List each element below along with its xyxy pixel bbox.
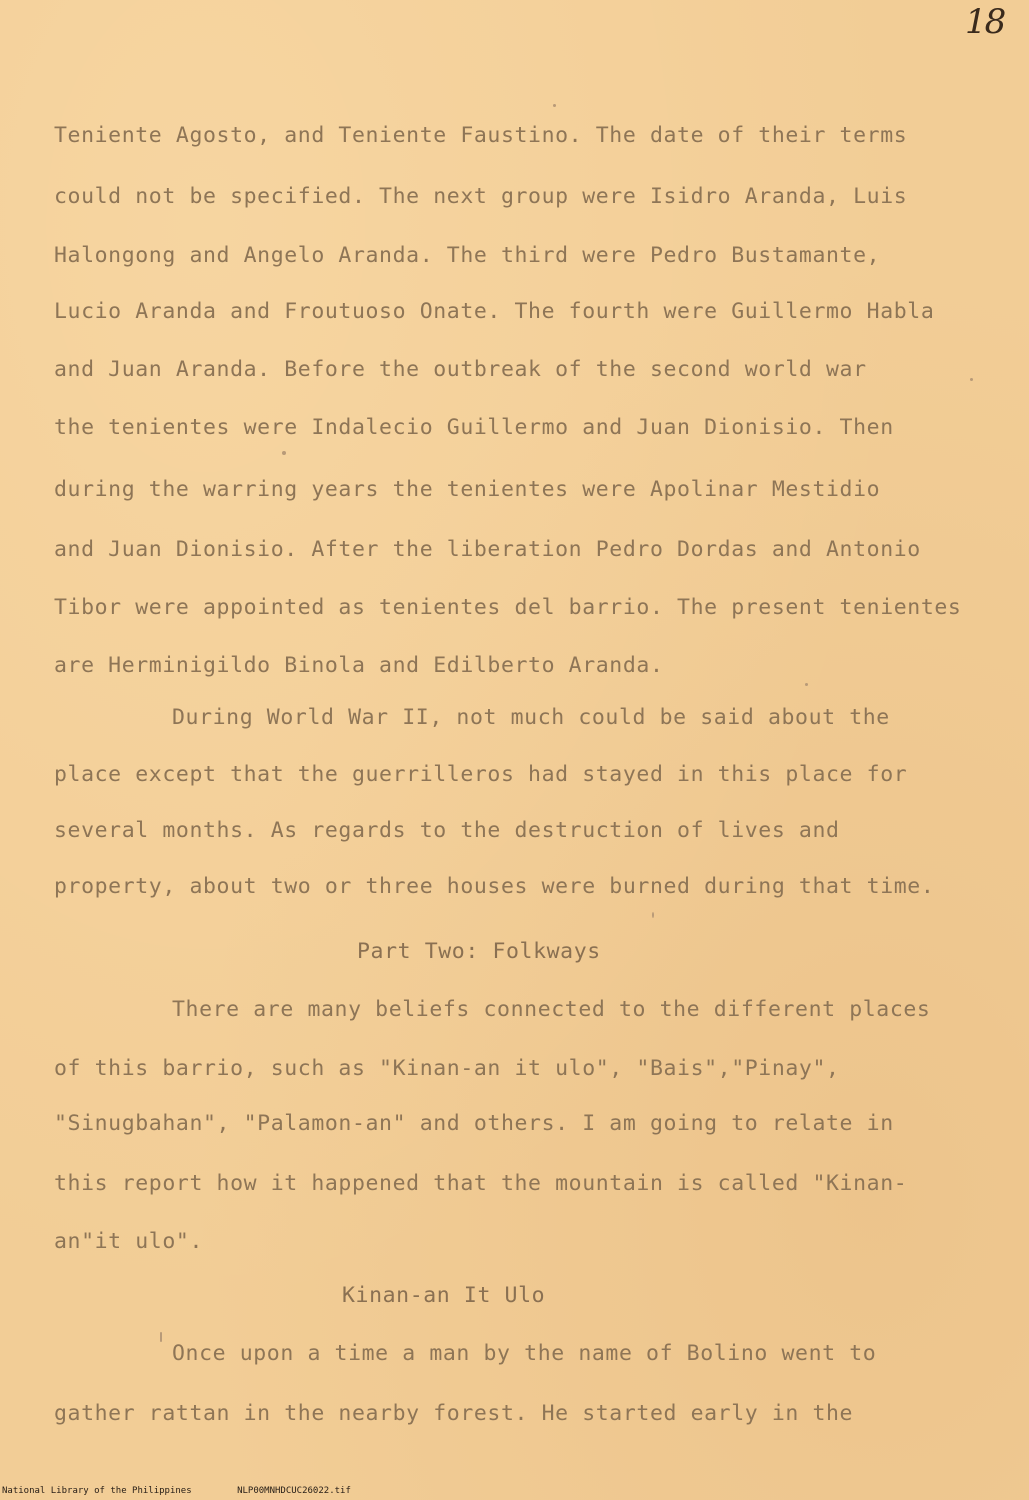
- text-line: Tibor were appointed as tenientes del barrio. The present tenientes: [54, 595, 962, 620]
- scan-footer: [2, 1486, 391, 1496]
- text-line: During World War II, not much could be said about the: [172, 705, 890, 730]
- paper-speck: [970, 378, 973, 381]
- text-line: Once upon a time a man by the name of Bolino went to: [172, 1341, 877, 1366]
- text-line: several months. As regards to the destruction of lives and: [54, 818, 840, 843]
- text-line: of this barrio, such as "Kinan-an it ulo", "Bais","Pinay",: [54, 1056, 840, 1081]
- text-line: the tenientes were Indalecio Guillermo and Juan Dionisio. Then: [54, 415, 894, 440]
- paper-speck: [553, 104, 556, 107]
- text-line: are Herminigildo Binola and Edilberto Aranda.: [54, 653, 664, 678]
- text-line: and Juan Dionisio. After the liberation Pedro Dordas and Antonio: [54, 537, 921, 562]
- footer-filename: NLP00MNHDCUC26022.tif: [237, 1486, 351, 1496]
- page-number: 18: [965, 2, 1005, 42]
- text-line: an"it ulo".: [54, 1229, 203, 1254]
- text-line: Lucio Aranda and Froutuoso Onate. The fourth were Guillermo Habla: [54, 299, 935, 324]
- text-line: this report how it happened that the mountain is called "Kinan-: [54, 1171, 908, 1196]
- section-heading-story: Kinan-an It Ulo: [342, 1283, 546, 1308]
- footer-source: National Library of the Philippines: [2, 1486, 192, 1496]
- text-line: "Sinugbahan", "Palamon-an" and others. I am going to relate in: [54, 1111, 894, 1136]
- paper-speck: [805, 683, 808, 686]
- text-line: property, about two or three houses were burned during that time.: [54, 874, 935, 899]
- text-line: There are many beliefs connected to the different places: [172, 997, 931, 1022]
- text-line: during the warring years the tenientes were Apolinar Mestidio: [54, 477, 881, 502]
- text-line: Teniente Agosto, and Teniente Faustino. The date of their terms: [54, 123, 908, 148]
- text-line: could not be specified. The next group were Isidro Aranda, Luis: [54, 184, 908, 209]
- text-line: place except that the guerrilleros had stayed in this place for: [54, 762, 908, 787]
- paper-speck: [160, 1332, 162, 1342]
- paper-speck: [282, 451, 286, 455]
- paper-speck: [652, 912, 654, 918]
- text-line: and Juan Aranda. Before the outbreak of the second world war: [54, 357, 867, 382]
- text-line: Halongong and Angelo Aranda. The third were Pedro Bustamante,: [54, 243, 881, 268]
- text-line: gather rattan in the nearby forest. He started early in the: [54, 1401, 854, 1426]
- section-heading-part-two: Part Two: Folkways: [357, 939, 601, 964]
